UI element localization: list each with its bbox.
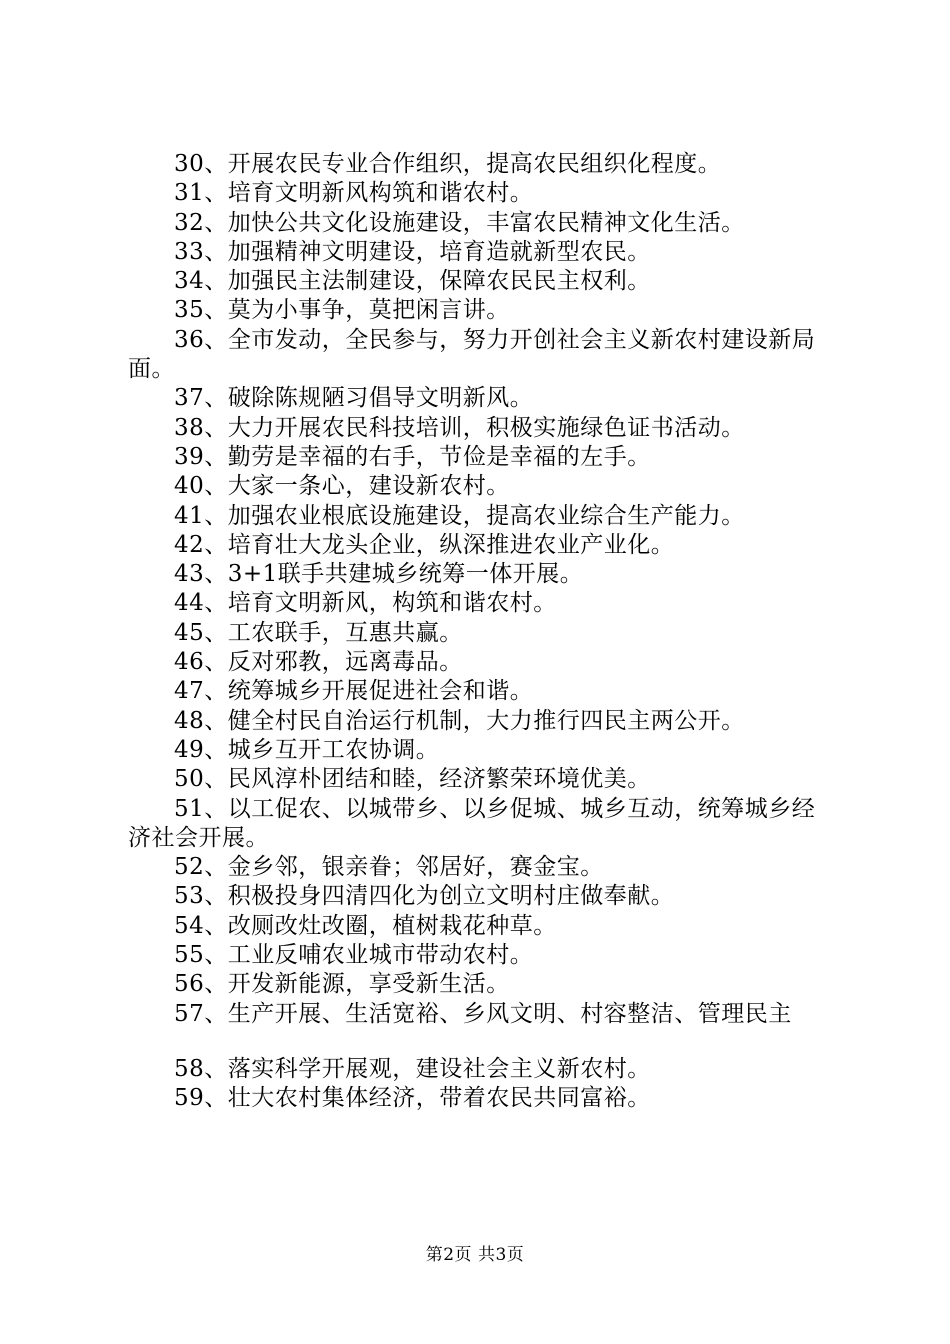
list-item: 56、开发新能源，享受新生活。 [174, 971, 510, 998]
list-item: 47、统筹城乡开展促进社会和谐。 [174, 678, 534, 705]
list-item: 59、壮大农村集体经济，带着农民共同富裕。 [174, 1085, 651, 1112]
list-item: 41、加强农业根底设施建设，提高农业综合生产能力。 [174, 502, 745, 529]
list-item: 54、改厕改灶改圈，植树栽花种草。 [174, 912, 557, 939]
list-item: 57、生产开展、生活宽裕、乡风文明、村容整洁、管理民主 [174, 1000, 792, 1027]
list-item: 40、大家一条心，建设新农村。 [174, 473, 510, 500]
list-item: 34、加强民主法制建设，保障农民民主权利。 [174, 268, 651, 295]
list-item: 30、开展农民专业合作组织，提高农民组织化程度。 [174, 151, 722, 177]
list-item: 46、反对邪教，远离毒品。 [174, 649, 463, 676]
list-item: 44、培育文明新风，构筑和谐农村。 [174, 590, 557, 617]
list-item: 52、金乡邻，银亲眷；邻居好，赛金宝。 [174, 854, 604, 881]
list-item: 36、全市发动，全民参与，努力开创社会主义新农村建设新局面。 [128, 326, 816, 383]
list-item: 33、加强精神文明建设，培育造就新型农民。 [174, 238, 651, 265]
list-item: 53、积极投身四清四化为创立文明村庄做奉献。 [174, 883, 675, 910]
list-item: 45、工农联手，互惠共赢。 [174, 619, 463, 646]
slogan-list [128, 150, 833, 1114]
list-item: 31、培育文明新风构筑和谐农村。 [174, 180, 534, 207]
list-item: 58、落实科学开展观，建设社会主义新农村。 [174, 1055, 651, 1082]
list-item: 39、勤劳是幸福的右手，节俭是幸福的左手。 [174, 443, 651, 470]
list-item: 35、莫为小事争，莫把闲言讲。 [174, 297, 510, 324]
page-footer: 第2页 共3页 [425, 1245, 525, 1265]
list-item: 49、城乡互开工农协调。 [174, 736, 440, 763]
list-item: 50、民风淳朴团结和睦，经济繁荣环境优美。 [174, 766, 651, 793]
list-item: 37、破除陈规陋习倡导文明新风。 [174, 385, 534, 412]
list-item: 38、大力开展农民科技培训，积极实施绿色证书活动。 [174, 414, 745, 441]
list-item: 55、工业反哺农业城市带动农村。 [174, 942, 534, 969]
list-item: 51、以工促农、以城带乡、以乡促城、城乡互动，统筹城乡经济社会开展。 [128, 795, 816, 851]
list-item: 48、健全村民自治运行机制，大力推行四民主两公开。 [174, 707, 745, 734]
list-item: 43、3+1联手共建城乡统筹一体开展。 [174, 561, 584, 588]
list-item: 42、培育壮大龙头企业，纵深推进农业产业化。 [174, 531, 675, 558]
list-item: 32、加快公共文化设施建设，丰富农民精神文化生活。 [174, 209, 745, 236]
